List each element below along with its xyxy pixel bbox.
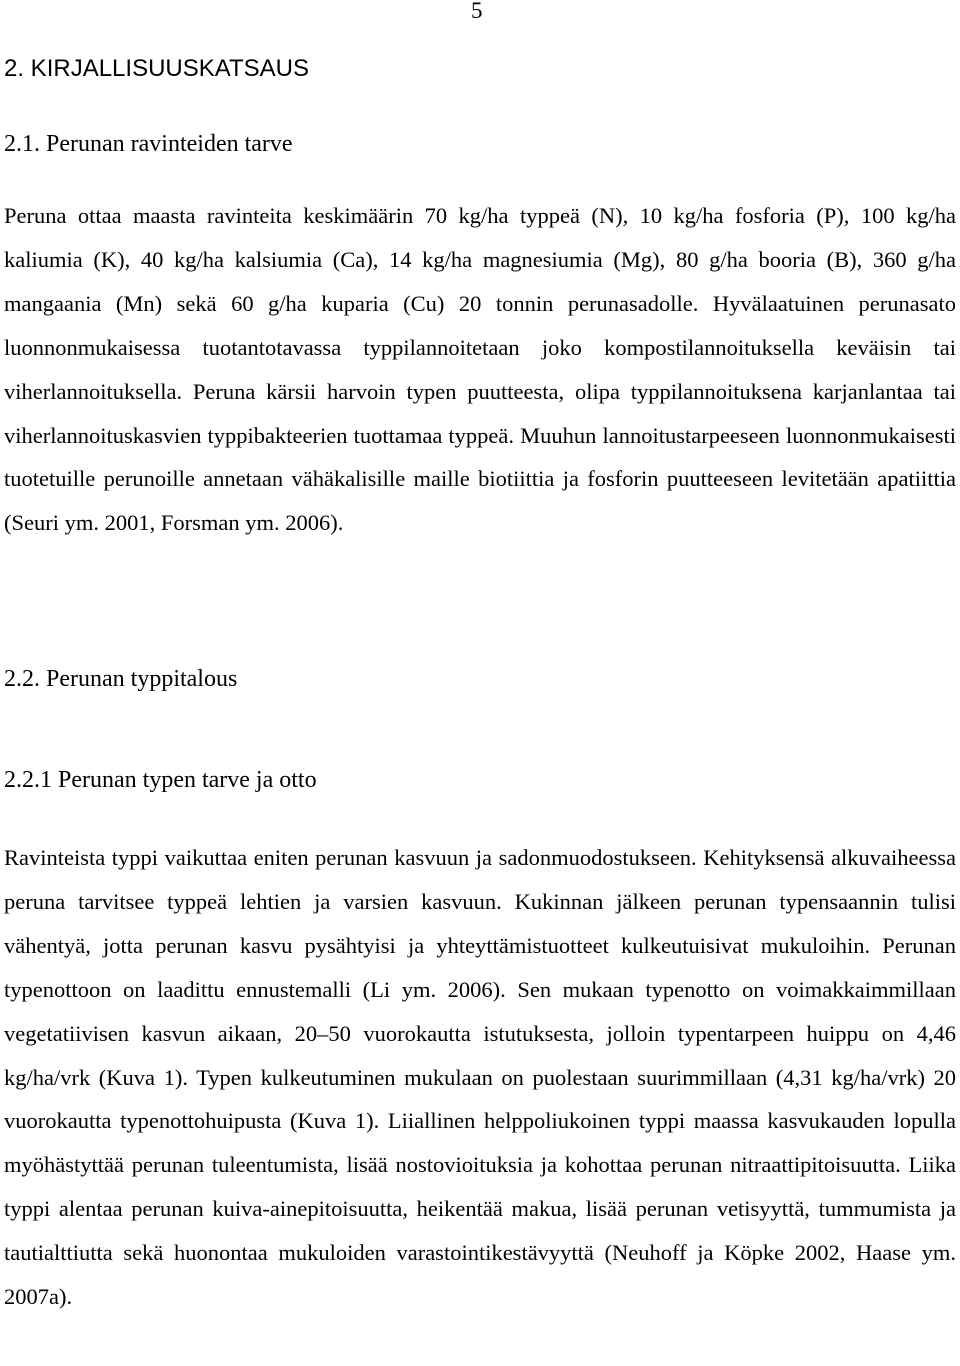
section-2-2-title: 2.2. Perunan typpitalous <box>4 666 238 692</box>
section-2-1-paragraph: Peruna ottaa maasta ravinteita keskimäärin 70 kg/ha typpeä (N), 10 kg/ha fosforia (P), 100 kg/ha kaliumia (K), 40 kg/ha kalsiumia (Ca), 14 kg/ha magnesiumia (Mg), 80 g/ha booria (B), 360 g/ha mangaania (Mn) sekä 60 g/ha kuparia (Cu) 20 tonnin perunasadolle. Hyvälaatuinen perunasato luonnonmukaisessa tuotantotavassa typpilannoitetaan joko kompostilannoituksella keväisin tai viherlannoituksella. Peruna kärsii harvoin typen puutteesta, olipa typpilannoituksena karjanlantaa tai viherlannoituskasvien typpibakteerien tuottamaa typpeä. Muuhun lannoitustarpeeseen luonnonmukaisesti tuotetuille perunoille annetaan vähäkalisille maille biotiittia ja fosforin puutteeseen levitetään apatiittia (Seuri ym. 2001, Forsman ym. 2006). <box>4 203 956 536</box>
page-number: 5 <box>471 0 483 23</box>
section-2-1-title: 2.1. Perunan ravinteiden tarve <box>4 131 293 157</box>
section-2-2-1-title: 2.2.1 Perunan typen tarve ja otto <box>4 767 317 793</box>
chapter-title: 2. KIRJALLISUUSKATSAUS <box>4 55 309 82</box>
section-2-2-1-paragraph: Ravinteista typpi vaikuttaa eniten perunan kasvuun ja sadonmuodostukseen. Kehityksensä alkuvaiheessa peruna tarvitsee typpeä lehtien ja varsien kasvuun. Kukinnan jälkeen perunan typensaannin tulisi vähentyä, jotta perunan kasvu pysähtyisi ja yhteyttämistuotteet kulkeutuisivat mukuloihin. Perunan typenottoon on laadittu ennustemalli (Li ym. 2006). Sen mukaan typenotto on voimakkaimmillaan vegetatiivisen kasvun aikaan, 20–50 vuorokautta istutuksesta, jolloin typentarpeen huippu on 4,46 kg/ha/vrk (Kuva 1). Typen kulkeutuminen mukulaan on puolestaan suurimmillaan (4,31 kg/ha/vrk) 20 vuorokautta typenottohuipusta (Kuva 1). Liiallinen helppoliukoinen typpi maassa kasvukauden lopulla myöhästyttää perunan tuleentumista, lisää nostovioituksia ja kohottaa perunan nitraattipitoisuutta. Liika typpi alentaa perunan kuiva-ainepitoisuutta, heikentää makua, lisää perunan vetisyyttä, tummumista ja tautialttiutta sekä huonontaa mukuloiden varastointikestävyyttä (Neuhoff ja Köpke 2002, Haase ym. 2007a). <box>4 845 956 1310</box>
